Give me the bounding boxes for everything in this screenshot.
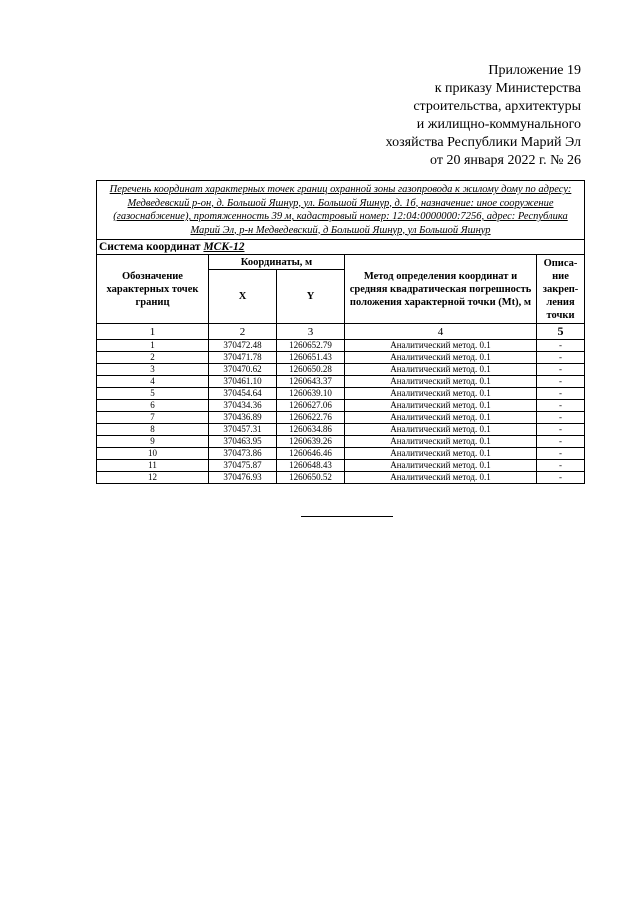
coord-y: 1260643.37	[277, 376, 345, 388]
coord-x: 370457.31	[209, 424, 277, 436]
table-row	[97, 472, 585, 484]
description-cell: -	[537, 472, 585, 484]
coord-y: 1260650.28	[277, 364, 345, 376]
coordinate-system-label: Система координат	[99, 241, 201, 253]
column-number: 5	[537, 324, 585, 340]
coord-y: 1260651.43	[277, 352, 345, 364]
description-cell: -	[537, 352, 585, 364]
method-cell: Аналитический метод. 0.1	[345, 412, 537, 424]
coord-x: 370470.62	[209, 364, 277, 376]
table-caption: Перечень координат характерных точек границ охранной зоны газопровода к жилому дому по адресу: Медведевский р-он, д. Большой Яшнур, ул. Большой Яшнур, д. 1б, назначение: иное сооружение (газоснабжение), протяженность 39 м, кадастровый номер: 12:04:0000000:7256, адрес: Республика Марий Эл, р-н Медведевский, д Большой Яшнур, ул Большой Яшнур	[97, 181, 585, 240]
separator-line	[301, 516, 393, 517]
table-row	[97, 352, 585, 364]
header-point: Обозначение характерных точек границ	[97, 255, 209, 324]
point-number: 10	[97, 448, 209, 460]
point-number: 3	[97, 364, 209, 376]
table-body	[97, 340, 585, 484]
column-number: 4	[345, 324, 537, 340]
coord-y: 1260650.52	[277, 472, 345, 484]
method-cell: Аналитический метод. 0.1	[345, 424, 537, 436]
coord-x: 370473.86	[209, 448, 277, 460]
table-row	[97, 340, 585, 352]
coord-x: 370471.78	[209, 352, 277, 364]
table-row	[97, 388, 585, 400]
description-cell: -	[537, 340, 585, 352]
coord-y: 1260648.43	[277, 460, 345, 472]
description-cell: -	[537, 448, 585, 460]
coord-y: 1260634.86	[277, 424, 345, 436]
coord-x: 370475.87	[209, 460, 277, 472]
point-number: 11	[97, 460, 209, 472]
coord-x: 370461.10	[209, 376, 277, 388]
coordinate-system	[97, 240, 585, 255]
method-cell: Аналитический метод. 0.1	[345, 376, 537, 388]
description-cell: -	[537, 376, 585, 388]
method-cell: Аналитический метод. 0.1	[345, 472, 537, 484]
appendix-line: и жилищно-коммунального	[416, 117, 581, 132]
point-number: 6	[97, 400, 209, 412]
column-numbers-row	[97, 324, 585, 340]
table-row	[97, 412, 585, 424]
point-number: 7	[97, 412, 209, 424]
coord-x: 370472.48	[209, 340, 277, 352]
header-method: Метод определения координат и средняя квадратическая погрешность положения характерной точки (Mt), м	[345, 255, 537, 324]
description-cell: -	[537, 400, 585, 412]
coord-x: 370463.95	[209, 436, 277, 448]
description-cell: -	[537, 364, 585, 376]
method-cell: Аналитический метод. 0.1	[345, 388, 537, 400]
point-number: 12	[97, 472, 209, 484]
appendix-line: строительства, архитектуры	[413, 99, 581, 114]
column-number: 2	[209, 324, 277, 340]
coord-y: 1260639.26	[277, 436, 345, 448]
method-cell: Аналитический метод. 0.1	[345, 352, 537, 364]
coord-y: 1260646.46	[277, 448, 345, 460]
point-number: 2	[97, 352, 209, 364]
table-row	[97, 364, 585, 376]
coord-x: 370454.64	[209, 388, 277, 400]
description-cell: -	[537, 412, 585, 424]
header-coords: Координаты, м	[209, 255, 345, 270]
point-number: 1	[97, 340, 209, 352]
table-row	[97, 460, 585, 472]
appendix-line: к приказу Министерства	[434, 81, 581, 96]
table-row	[97, 400, 585, 412]
coord-y: 1260627.06	[277, 400, 345, 412]
method-cell: Аналитический метод. 0.1	[345, 364, 537, 376]
coord-y: 1260639.10	[277, 388, 345, 400]
description-cell: -	[537, 388, 585, 400]
description-cell: -	[537, 436, 585, 448]
coordinate-system-value: МСК-12	[203, 241, 245, 253]
method-cell: Аналитический метод. 0.1	[345, 448, 537, 460]
column-number: 3	[277, 324, 345, 340]
point-number: 9	[97, 436, 209, 448]
table-row	[97, 424, 585, 436]
description-cell: -	[537, 460, 585, 472]
coord-y: 1260622.76	[277, 412, 345, 424]
coord-y: 1260652.79	[277, 340, 345, 352]
table-row	[97, 436, 585, 448]
coord-x: 370434.36	[209, 400, 277, 412]
header-y: Y	[277, 270, 345, 324]
description-cell: -	[537, 424, 585, 436]
appendix-line: от 20 января 2022 г. № 26	[430, 153, 581, 168]
coordinates-table	[96, 180, 585, 484]
coord-x: 370476.93	[209, 472, 277, 484]
header-x: X	[209, 270, 277, 324]
point-number: 8	[97, 424, 209, 436]
point-number: 5	[97, 388, 209, 400]
method-cell: Аналитический метод. 0.1	[345, 436, 537, 448]
table-row	[97, 448, 585, 460]
method-cell: Аналитический метод. 0.1	[345, 340, 537, 352]
appendix-line: хозяйства Республики Марий Эл	[385, 135, 581, 150]
method-cell: Аналитический метод. 0.1	[345, 400, 537, 412]
appendix-header	[321, 62, 581, 170]
header-description: Описа-ние закреп-ления точки	[537, 255, 585, 324]
point-number: 4	[97, 376, 209, 388]
method-cell: Аналитический метод. 0.1	[345, 460, 537, 472]
table-row	[97, 376, 585, 388]
coord-x: 370436.89	[209, 412, 277, 424]
appendix-line: Приложение 19	[488, 63, 581, 78]
column-number: 1	[97, 324, 209, 340]
